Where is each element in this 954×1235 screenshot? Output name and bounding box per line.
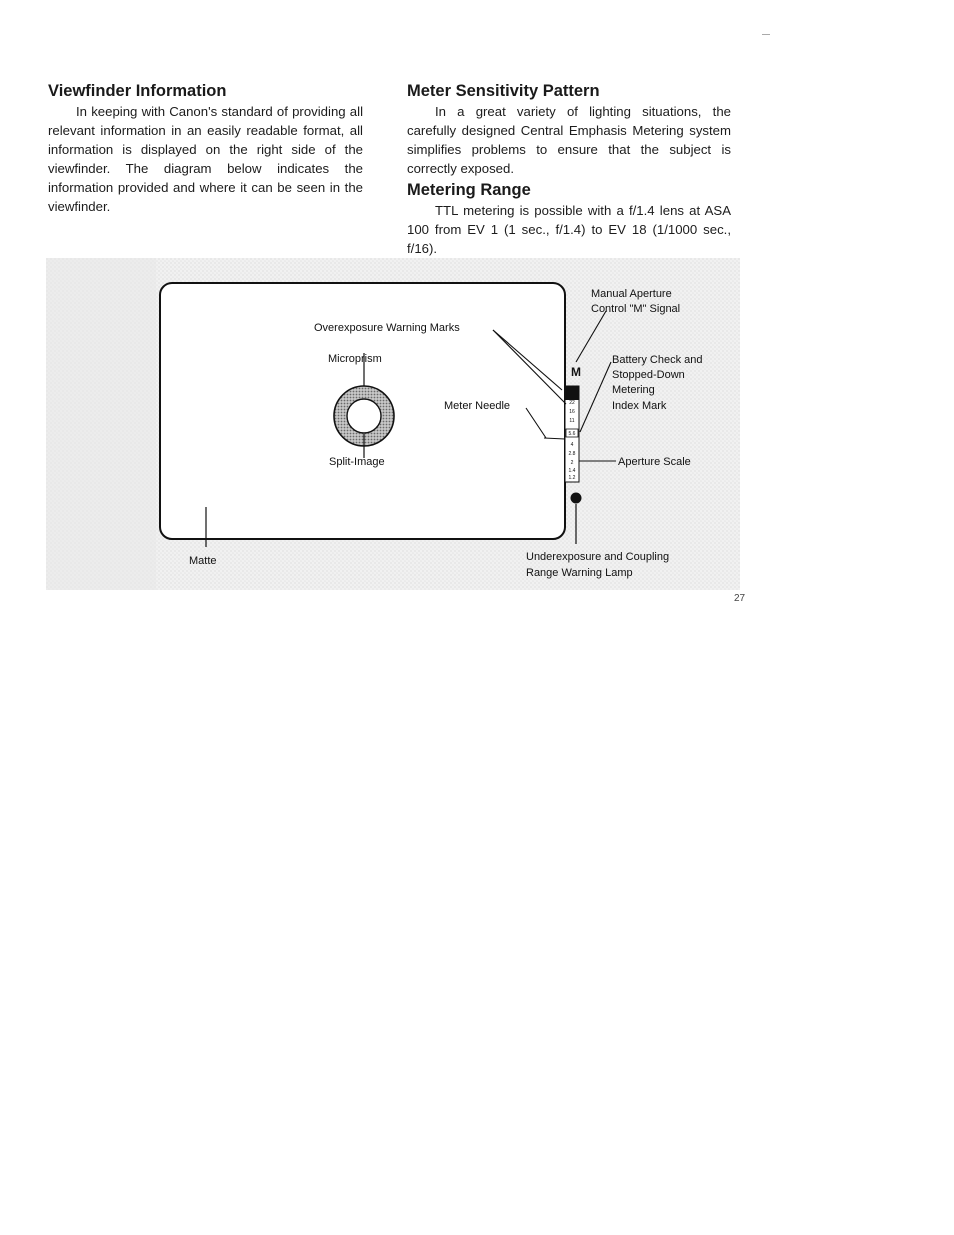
tick-16: 16: [569, 409, 575, 415]
label-meter-needle: Meter Needle: [444, 400, 511, 412]
label-underexposure-2: Range Warning Lamp: [526, 567, 633, 579]
tick-1-2: 1.2: [568, 475, 576, 481]
split-image-circle: [347, 399, 381, 433]
section-heading-metering-range: Metering Range: [407, 181, 531, 199]
scan-speck: [762, 34, 770, 35]
label-overexposure: Overexposure Warning Marks: [314, 322, 460, 334]
tick-1-4: 1.4: [568, 468, 576, 474]
label-split-image: Split-Image: [329, 456, 385, 468]
section-heading-meter-sensitivity: Meter Sensitivity Pattern: [407, 82, 600, 100]
label-microprism: Microprism: [328, 353, 382, 365]
viewfinder-paragraph: In keeping with Canon's standard of providing all relevant information in an easily readable format, all information is displayed on the right side of the viewfinder. The diagram below indicates the information provided and where it can be seen in the viewfinder.: [48, 104, 363, 214]
label-battery-3: Metering: [612, 384, 655, 396]
right-column: [407, 80, 731, 258]
viewfinder-diagram: [46, 258, 740, 590]
label-battery-1: Battery Check and: [612, 354, 703, 366]
tick-22: 22: [569, 400, 575, 406]
aperture-scale-strip: [565, 386, 579, 482]
label-underexposure-1: Underexposure and Coupling: [526, 551, 670, 563]
tick-5-6: 5.6: [568, 431, 576, 437]
label-manual-aperture-1: Manual Aperture: [591, 288, 672, 300]
label-battery-2: Stopped-Down: [612, 369, 685, 381]
tick-2-8: 2.8: [568, 451, 576, 457]
m-signal: M: [571, 365, 581, 379]
tick-11: 11: [569, 418, 575, 424]
tick-2: 2: [570, 460, 574, 466]
label-aperture-scale: Aperture Scale: [618, 456, 691, 468]
underexposure-lamp: [571, 493, 582, 504]
tick-4: 4: [570, 442, 574, 448]
label-matte: Matte: [189, 555, 217, 567]
overexposure-mark: [565, 386, 579, 400]
label-battery-4: Index Mark: [612, 400, 667, 412]
page-number: 27: [734, 593, 746, 604]
meter-sensitivity-paragraph: In a great variety of lighting situations, the carefully designed Central Emphasis Metering system simplifies problems to ensure that the subject is correctly exposed.: [407, 104, 731, 176]
background-shade: [46, 258, 156, 590]
left-column: [48, 80, 363, 216]
section-heading-viewfinder: Viewfinder Information: [48, 82, 227, 100]
label-manual-aperture-2: Control "M" Signal: [591, 303, 681, 315]
metering-range-paragraph: TTL metering is possible with a f/1.4 lens at ASA 100 from EV 1 (1 sec., f/1.4) to EV 18 (1/1000 sec., f/16).: [407, 203, 731, 256]
